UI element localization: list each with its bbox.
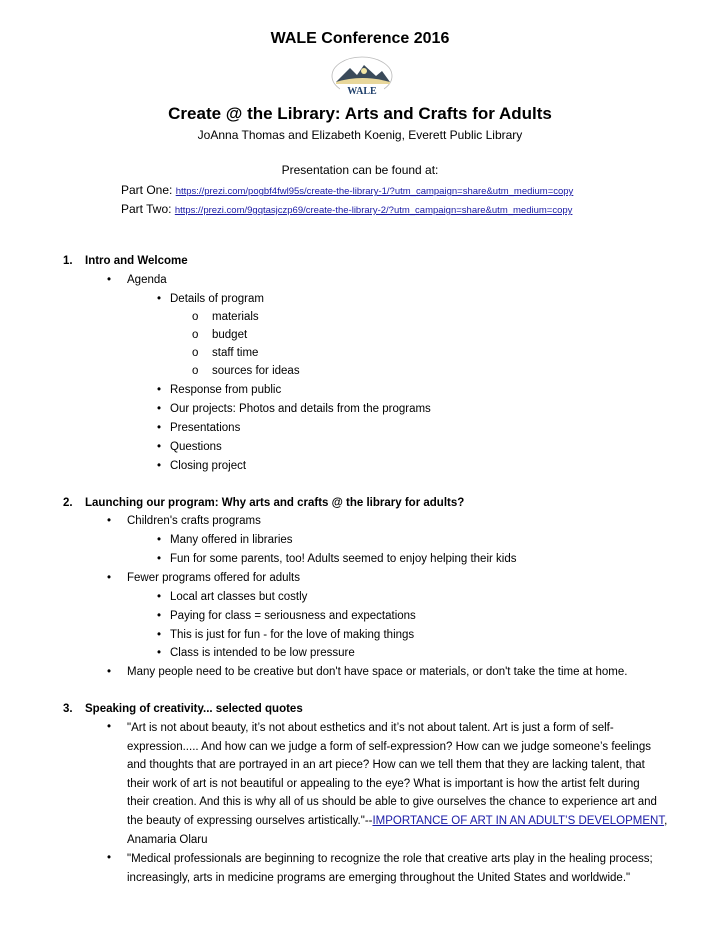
part-two-label: Part Two: (121, 202, 172, 216)
list-item: o materials (192, 311, 259, 323)
bullet-icon: • (107, 721, 112, 733)
bullet-icon: • (107, 274, 112, 286)
list-item: • Fewer programs offered for adults (107, 572, 301, 584)
circle-bullet-icon: o (192, 365, 199, 377)
list-item: • Local art classes but costly (157, 591, 308, 603)
list-item: • Closing project (157, 460, 247, 472)
quote-1: "Art is not about beauty, it’s not about esthetics and it’s not about talent. Art is just a form of self- expression..... And how can we judge a form of self-expression? How can we judge someone’s feelings and thoughts that are portrayed in an art piece? How can we tell them that they are lacking talent, that their work of art is not beautiful or appealing to the eye? What is important is how the artist felt during their creation. And this is why all of us should be able to give ourselves the chance to experience art and the beauty of expressing ourselves artistically."--IMPORTANCE OF ART IN AN ADULT’S DEVELOPMENT, Anamaria Olaru (127, 722, 668, 846)
bullet-icon: • (157, 384, 162, 396)
section-title: Speaking of creativity... selected quotes (85, 703, 303, 715)
list-item: • Children's crafts programs (107, 515, 261, 527)
list-item: • Our projects: Photos and details from the programs (157, 403, 431, 415)
part-one-link[interactable]: https://prezi.com/pogbf4fwl95s/create-the-library-1/?utm_campaign=share&utm_medium=copy (175, 186, 574, 197)
part-one-label: Part One: (121, 183, 173, 197)
bullet-icon: • (157, 629, 162, 641)
quote-source-link[interactable]: IMPORTANCE OF ART IN AN ADULT’S DEVELOPMENT (372, 814, 665, 827)
section-1-heading (63, 255, 188, 267)
quote-2: "Medical professionals are beginning to recognize the role that creative arts play in the healing process; increasingly, arts in medicine programs are emerging throughout the United States and worldwide." (127, 853, 653, 884)
list-item: o staff time (192, 347, 259, 359)
list-item: • Fun for some parents, too! Adults seemed to enjoy helping their kids (157, 553, 517, 565)
bullet-icon: • (157, 591, 162, 603)
bullet-icon: • (157, 422, 162, 434)
circle-bullet-icon: o (192, 347, 199, 359)
logo-text: WALE (347, 86, 377, 97)
section-2-heading (63, 497, 464, 509)
circle-bullet-icon: o (192, 311, 199, 323)
list-item: • This is just for fun - for the love of making things (157, 629, 415, 641)
part-two-line (121, 202, 572, 216)
part-one-line (121, 183, 573, 197)
list-item: • Class is intended to be low pressure (157, 647, 355, 659)
bullet-icon: • (157, 534, 162, 546)
presentation-found-text: Presentation can be found at: (281, 163, 439, 177)
bullet-icon: • (157, 293, 162, 305)
authors: JoAnna Thomas and Elizabeth Koenig, Everett Public Library (197, 128, 523, 142)
page-title: Create @ the Library: Arts and Crafts for Adults (168, 104, 552, 123)
list-item: • Response from public (157, 384, 282, 396)
bullet-icon: • (157, 610, 162, 622)
bullet-icon: • (107, 515, 112, 527)
circle-bullet-icon: o (192, 329, 199, 341)
section-3-heading (63, 703, 303, 715)
bullet-icon: • (107, 666, 112, 678)
list-item: • Presentations (157, 422, 241, 434)
bullet-icon: • (157, 403, 162, 415)
section-number: 3. (63, 703, 73, 715)
list-item: • Details of program (157, 293, 264, 305)
section-number: 1. (63, 255, 73, 267)
section-title: Intro and Welcome (85, 255, 188, 267)
list-item: • Many offered in libraries (157, 534, 293, 546)
part-two-link[interactable]: https://prezi.com/9gqtasjczp69/create-the-library-2/?utm_campaign=share&utm_medium=copy (174, 205, 573, 216)
list-item: • Many people need to be creative but don't have space or materials, or don't take the time at home. (107, 666, 628, 678)
bullet-icon: • (107, 572, 112, 584)
section-number: 2. (63, 497, 73, 509)
wale-logo (326, 56, 398, 100)
list-item: • Questions (157, 441, 222, 453)
list-item: o budget (192, 329, 248, 341)
list-item: o sources for ideas (192, 365, 300, 377)
bullet-icon: • (157, 553, 162, 565)
bullet-icon: • (107, 852, 112, 864)
bullet-icon: • (157, 460, 162, 472)
list-item: • Paying for class = seriousness and expectations (157, 610, 416, 622)
bullet-icon: • (157, 441, 162, 453)
bullet-icon: • (157, 647, 162, 659)
section-title: Launching our program: Why arts and crafts @ the library for adults? (85, 497, 465, 509)
list-item: • Agenda (107, 274, 167, 286)
conference-title: WALE Conference 2016 (270, 30, 450, 47)
